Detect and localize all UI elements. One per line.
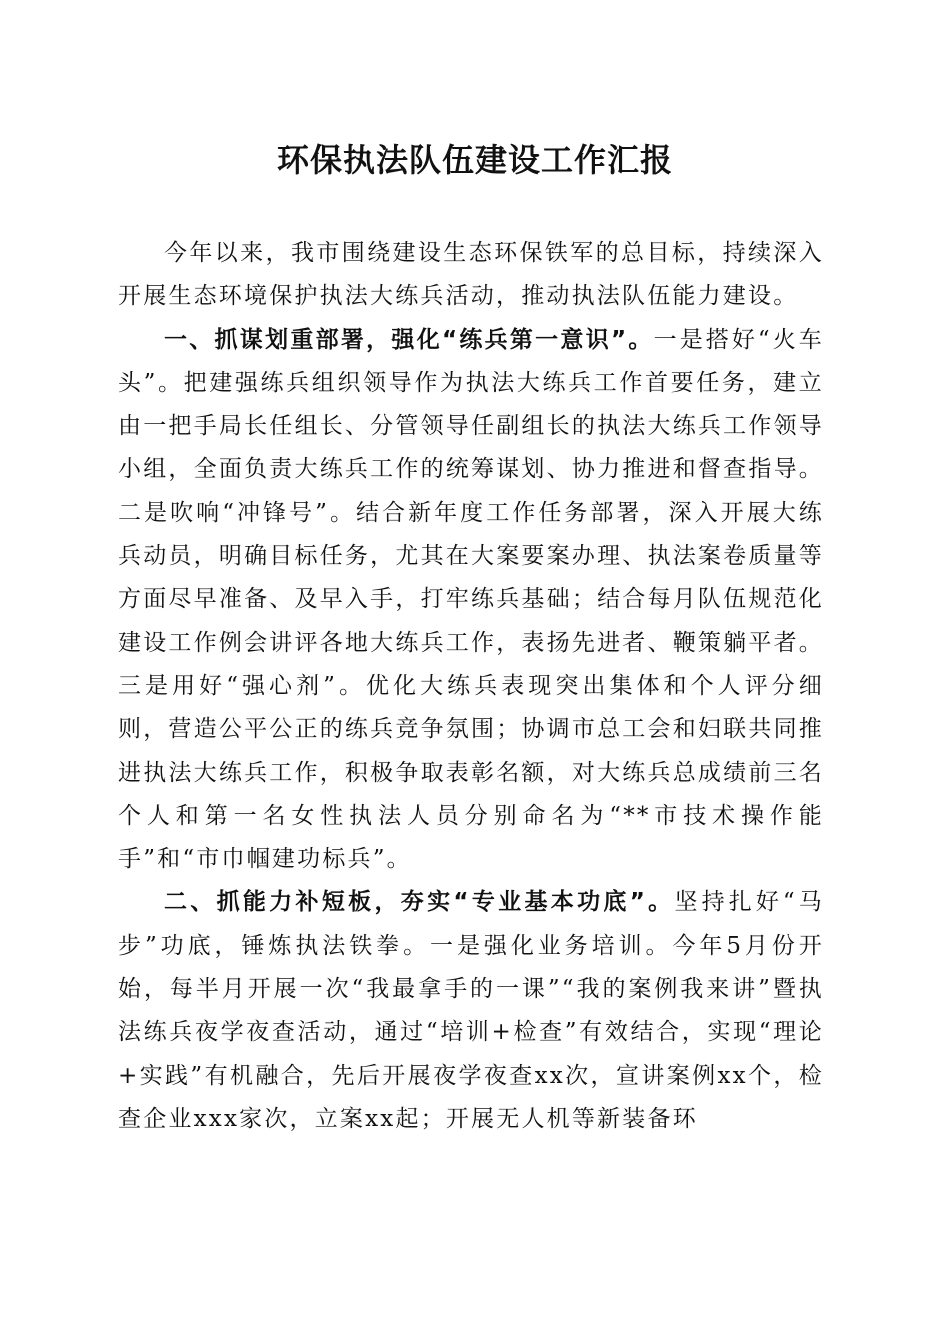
intro-paragraph: 今年以来，我市围绕建设生态环保铁军的总目标，持续深入开展生态环境保护执法大练兵活动，推动执法队伍能力建设。	[118, 240, 824, 310]
section-heading-1: 一、抓谋划重部署，强化“练兵第一意识”。	[164, 326, 654, 353]
section-heading-2: 二、抓能力补短板，夯实“专业基本功底”。	[164, 889, 675, 916]
document-body	[118, 232, 824, 1141]
section-body-2: 坚持扎好“马步”功底，锤炼执法铁拳。一是强化业务培训。今年5月份开始，每半月开展一次“我最拿手的一课”“我的案例我来讲”暨执法练兵夜学夜查活动，通过“培训+检查”有效结合，实现“理论+实践”有机融合，先后开展夜学夜查xx次，宣讲案例xx个，检查企业xxx家次，立案xx起；开展无人机等新装备环	[118, 889, 825, 1132]
section-paragraph-2	[118, 881, 824, 1141]
section-paragraph-1	[118, 319, 824, 882]
document-title: 环保执法队伍建设工作汇报	[276, 141, 673, 179]
section-body-1: 一是搭好“火车头”。把建强练兵组织领导作为执法大练兵工作首要任务，建立由一把手局长任组长、分管领导任副组长的执法大练兵工作领导小组，全面负责大练兵工作的统筹谋划、协力推进和督查指导。二是吹响“冲锋号”。结合新年度工作任务部署，深入开展大练兵动员，明确目标任务，尤其在大案要案办理、执法案卷质量等方面尽早准备、及早入手，打牢练兵基础；结合每月队伍规范化建设工作例会讲评各地大练兵工作，表扬先进者、鞭策躺平者。三是用好“强心剂”。优化大练兵表现突出集体和个人评分细则，营造公平公正的练兵竞争氛围；协调市总工会和妇联共同推进执法大练兵工作，积极争取表彰名额，对大练兵总成绩前三名个人和第一名女性执法人员分别命名为“**市技术操作能手”和“市巾帼建功标兵”。	[118, 326, 824, 873]
